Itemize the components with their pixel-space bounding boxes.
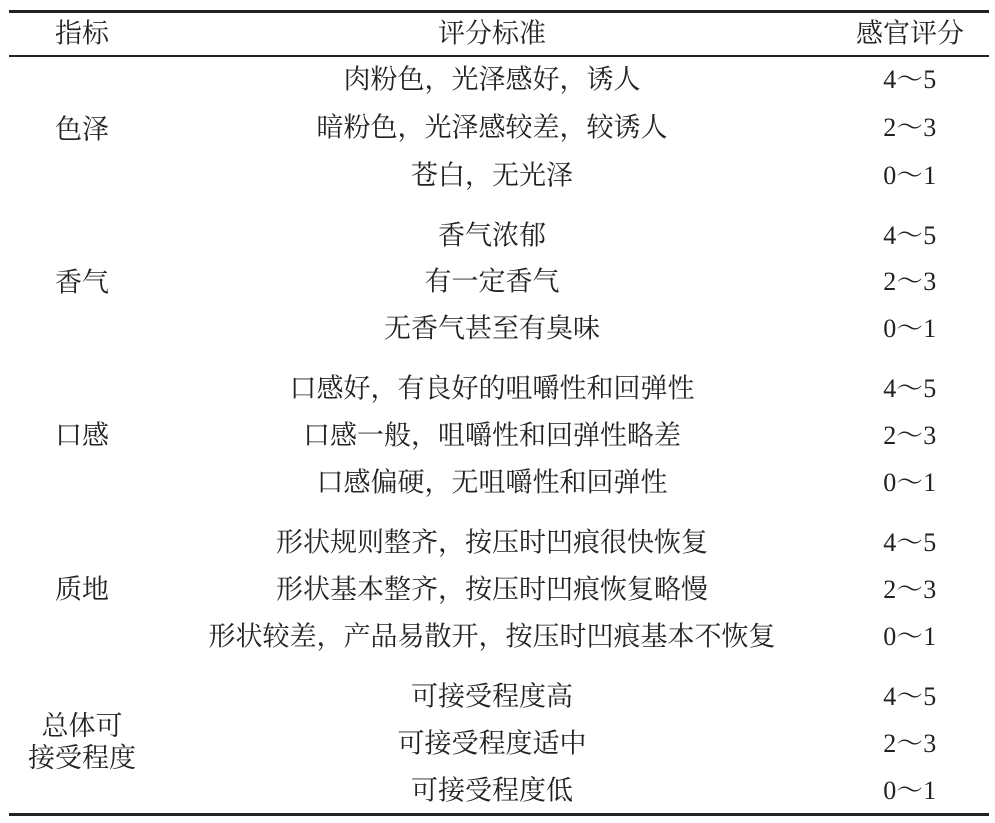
criterion-cell: 香气浓郁	[438, 220, 546, 252]
criterion-cell: 可接受程度低	[411, 775, 573, 807]
header-indicator: 指标	[55, 18, 109, 50]
table-bottom-rule	[9, 813, 989, 816]
score-cell: 0～1	[883, 314, 937, 343]
criterion-cell: 可接受程度适中	[397, 728, 587, 760]
score-cell: 2～3	[883, 421, 937, 450]
criterion-cell: 暗粉色，光泽感较差，较诱人	[316, 112, 668, 144]
criterion-cell: 肉粉色，光泽感好，诱人	[343, 64, 641, 96]
table-top-rule	[9, 10, 989, 13]
indicator-mouthfeel: 口感	[55, 420, 109, 452]
criterion-cell: 苍白，无光泽	[411, 160, 573, 192]
criterion-cell: 口感好，有良好的咀嚼性和回弹性	[289, 373, 695, 405]
indicator-texture: 质地	[55, 574, 109, 606]
criterion-cell: 可接受程度高	[411, 681, 573, 713]
score-cell: 2～3	[883, 113, 937, 142]
indicator-color: 色泽	[55, 114, 109, 146]
header-score: 感官评分	[856, 18, 964, 50]
criterion-cell: 口感偏硬，无咀嚼性和回弹性	[316, 467, 668, 499]
score-cell: 4～5	[883, 221, 937, 250]
score-cell: 4～5	[883, 682, 937, 711]
criterion-cell: 形状基本整齐，按压时凹痕恢复略慢	[276, 574, 708, 606]
header-criteria: 评分标准	[438, 18, 546, 50]
score-cell: 0～1	[883, 776, 937, 805]
score-cell: 2～3	[883, 729, 937, 758]
table-header-rule	[9, 55, 989, 57]
score-cell: 2～3	[883, 575, 937, 604]
criterion-cell: 形状较差，产品易散开，按压时凹痕基本不恢复	[208, 621, 776, 653]
indicator-overall-acceptability	[7, 711, 157, 775]
score-cell: 4～5	[883, 65, 937, 94]
score-cell: 4～5	[883, 374, 937, 403]
indicator-aroma: 香气	[55, 267, 109, 299]
score-cell: 4～5	[883, 528, 937, 557]
criterion-cell: 口感一般，咀嚼性和回弹性略差	[303, 420, 681, 452]
score-cell: 0～1	[883, 622, 937, 651]
score-cell: 2～3	[883, 267, 937, 296]
score-cell: 0～1	[883, 161, 937, 190]
indicator-line: 总体可	[41, 711, 123, 743]
score-cell: 0～1	[883, 468, 937, 497]
criterion-cell: 有一定香气	[424, 266, 560, 298]
criterion-cell: 无香气甚至有臭味	[384, 313, 600, 345]
criterion-cell: 形状规则整齐，按压时凹痕很快恢复	[276, 527, 708, 559]
indicator-line: 接受程度	[28, 743, 136, 774]
